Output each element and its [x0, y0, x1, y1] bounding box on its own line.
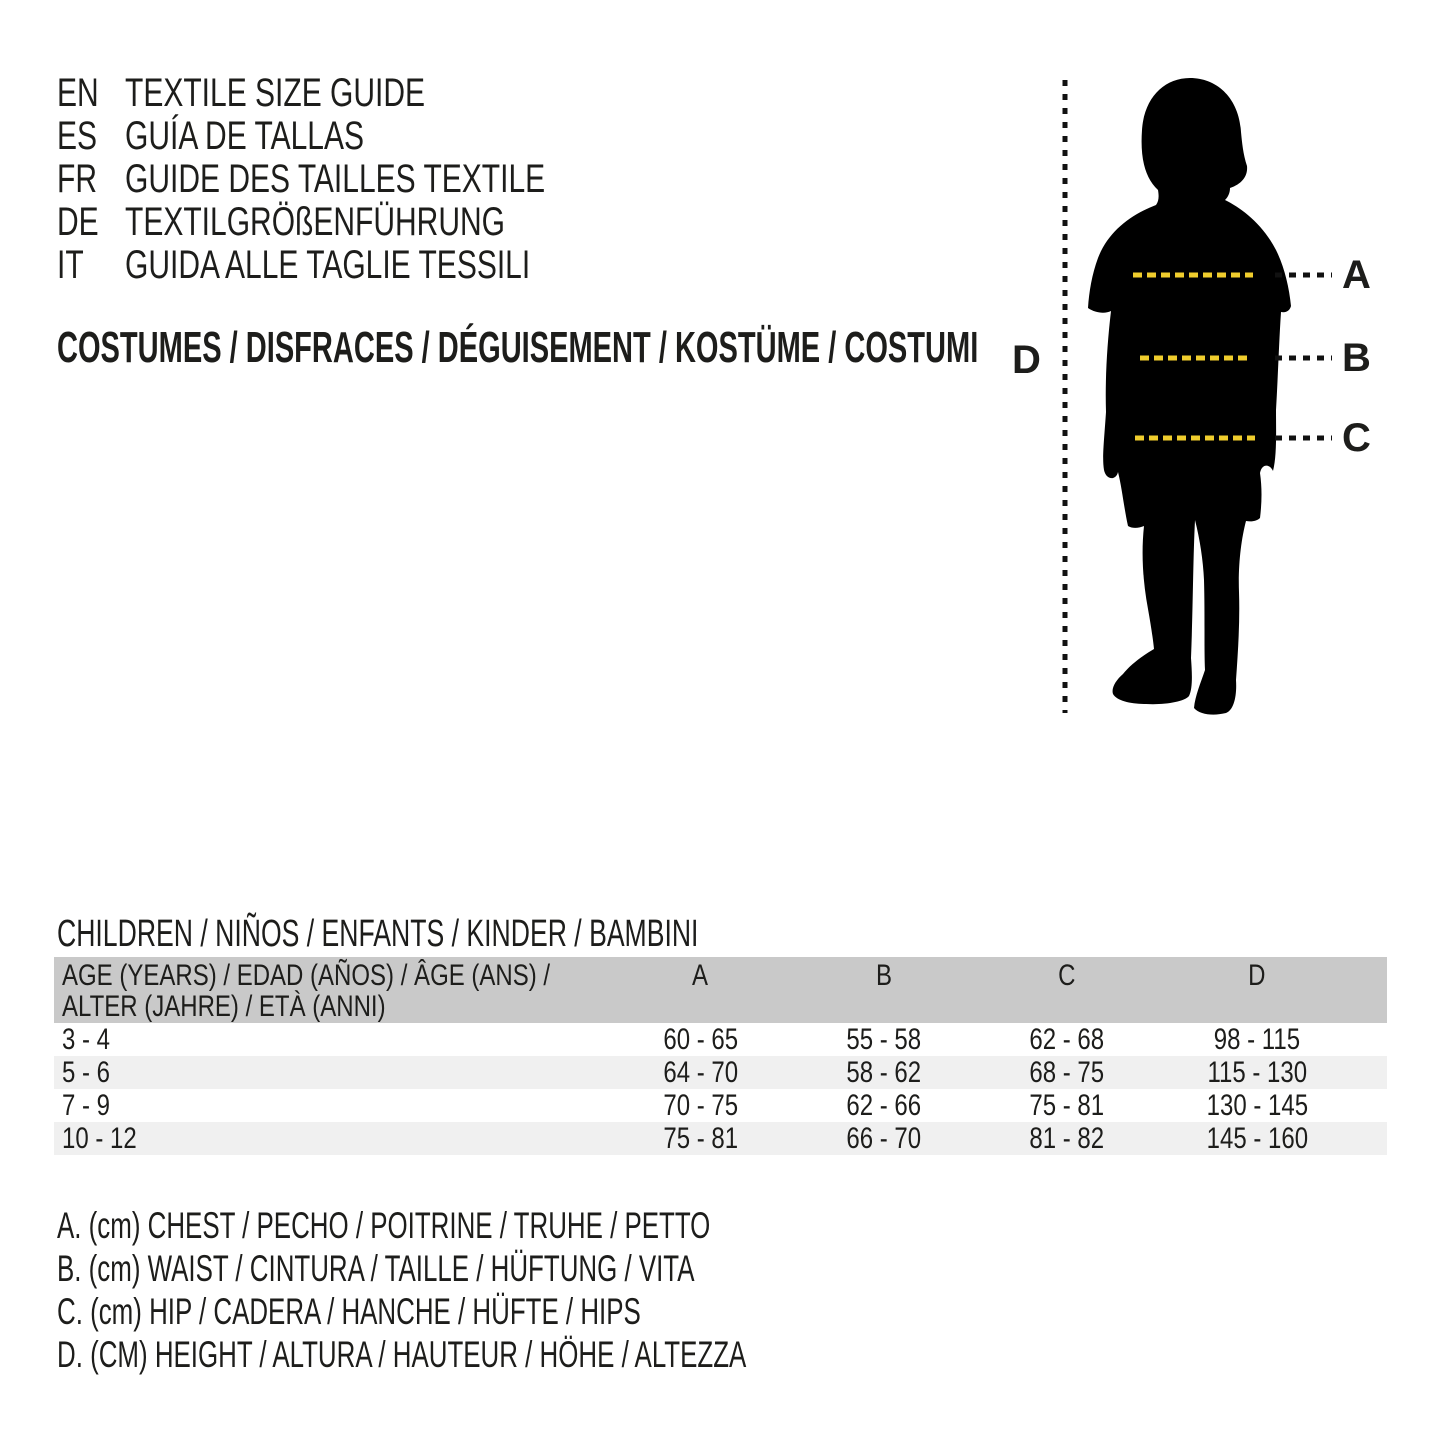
cell-c: 81 - 82	[1029, 1121, 1105, 1155]
cell-b: 62 - 66	[846, 1088, 922, 1122]
language-code: DE	[57, 200, 99, 244]
language-row-fr	[57, 158, 685, 201]
legend-item-chest: A. (cm) CHEST / PECHO / POITRINE / TRUHE / PETTO	[57, 1204, 711, 1246]
legend-item-waist: B. (cm) WAIST / CINTURA / TAILLE / HÜFTUNG / VITA	[57, 1247, 695, 1289]
label-b-waist: B	[1342, 336, 1371, 380]
cell-age: 5 - 6	[62, 1055, 111, 1089]
table-row	[54, 1089, 1387, 1122]
header-col-c: C	[1058, 959, 1076, 992]
header-age: AGE (YEARS) / EDAD (AÑOS) / ÂGE (ANS) / ALTER (JAHRE) / ETÀ (ANNI)	[62, 959, 551, 1023]
language-row-de	[57, 201, 685, 244]
language-title: GUIDE DES TAILLES TEXTILE	[125, 157, 546, 201]
label-c-hip: C	[1342, 416, 1371, 460]
cell-b: 55 - 58	[846, 1022, 922, 1056]
language-code: ES	[57, 114, 98, 158]
language-title-list	[57, 72, 685, 287]
cell-age: 7 - 9	[62, 1088, 111, 1122]
language-code: IT	[57, 243, 84, 287]
section-title-children: CHILDREN / NIÑOS / ENFANTS / KINDER / BAMBINI	[57, 913, 699, 955]
header-col-a: A	[692, 959, 709, 992]
measurement-legend	[57, 1204, 1042, 1376]
table-row	[54, 1056, 1387, 1089]
cell-b: 66 - 70	[846, 1121, 922, 1155]
size-table	[54, 957, 1387, 1155]
cell-b: 58 - 62	[846, 1055, 922, 1089]
legend-item-hip: C. (cm) HIP / CADERA / HANCHE / HÜFTE / HIPS	[57, 1290, 641, 1332]
language-row-it	[57, 244, 685, 287]
table-header-row	[54, 957, 1387, 1023]
header-col-d: D	[1248, 959, 1266, 992]
child-silhouette	[1088, 78, 1291, 715]
legend-item-height: D. (CM) HEIGHT / ALTURA / HAUTEUR / HÖHE / ALTEZZA	[57, 1333, 747, 1375]
language-code: FR	[57, 157, 97, 201]
measurement-diagram	[990, 60, 1445, 760]
cell-d: 130 - 145	[1206, 1088, 1308, 1122]
language-title: GUIDA ALLE TAGLIE TESSILI	[125, 243, 531, 287]
cell-a: 60 - 65	[663, 1022, 738, 1056]
cell-age: 3 - 4	[62, 1022, 111, 1056]
language-title: GUÍA DE TALLAS	[125, 114, 364, 158]
cell-c: 62 - 68	[1029, 1022, 1105, 1056]
table-row	[54, 1023, 1387, 1056]
language-row-es	[57, 115, 685, 158]
label-a-chest: A	[1342, 253, 1371, 297]
language-title: TEXTILGRÖßENFÜHRUNG	[125, 200, 506, 244]
cell-a: 70 - 75	[663, 1088, 738, 1122]
cell-a: 75 - 81	[663, 1121, 738, 1155]
language-row-en	[57, 72, 685, 115]
header-col-b: B	[875, 959, 892, 992]
cell-d: 145 - 160	[1206, 1121, 1308, 1155]
language-title: TEXTILE SIZE GUIDE	[125, 71, 426, 115]
cell-age: 10 - 12	[62, 1121, 137, 1155]
cell-d: 98 - 115	[1213, 1022, 1301, 1056]
cell-d: 115 - 130	[1207, 1055, 1307, 1089]
table-row	[54, 1122, 1387, 1155]
cell-a: 64 - 70	[663, 1055, 738, 1089]
language-code: EN	[57, 71, 99, 115]
cell-c: 75 - 81	[1029, 1088, 1105, 1122]
label-d-height: D	[1012, 338, 1041, 382]
category-title: COSTUMES / DISFRACES / DÉGUISEMENT / KOSTÜME / COSTUMI	[57, 323, 979, 372]
cell-c: 68 - 75	[1029, 1055, 1105, 1089]
